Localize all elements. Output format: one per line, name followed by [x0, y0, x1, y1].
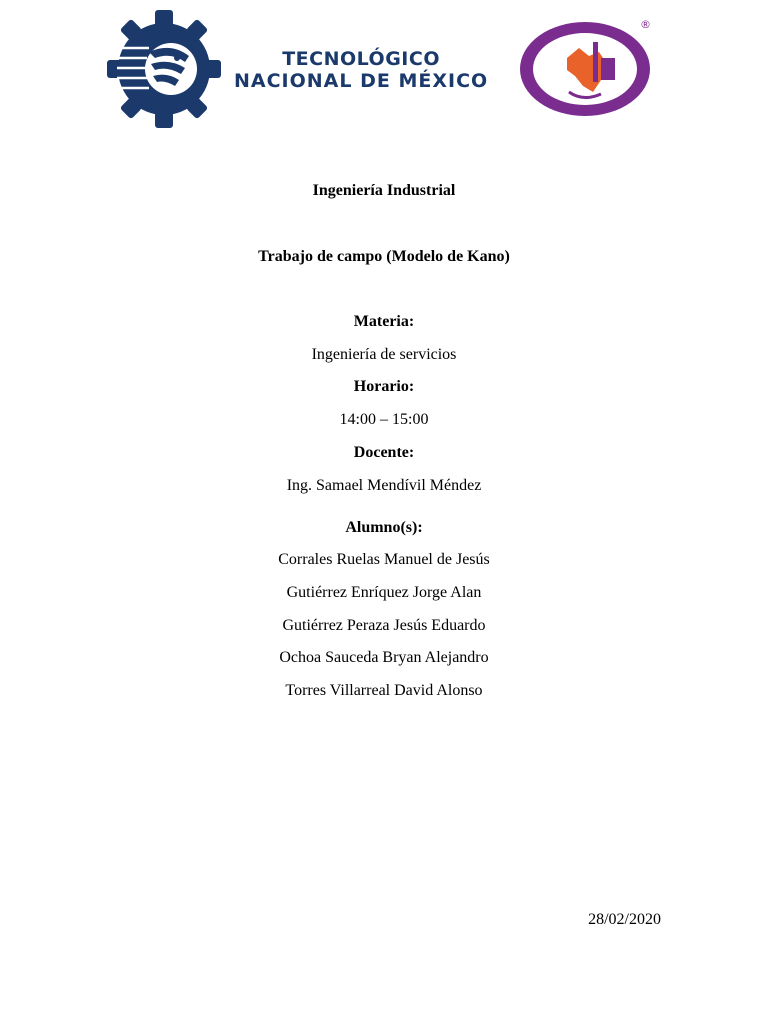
student-name: Torres Villarreal David Alonso	[285, 682, 483, 699]
schedule-value: 14:00 – 15:00	[339, 411, 429, 428]
instituto-tecnologico-culiacan-seal	[517, 18, 657, 120]
teacher-label: Docente:	[353, 444, 415, 461]
page-header	[0, 0, 768, 140]
students-label: Alumno(s):	[345, 519, 423, 536]
document-date: 28/02/2020	[588, 911, 661, 928]
tecnm-name	[234, 48, 488, 92]
student-name: Ochoa Sauceda Bryan Alejandro	[279, 649, 489, 666]
student-name: Corrales Ruelas Manuel de Jesús	[278, 551, 490, 568]
student-name: Gutiérrez Enríquez Jorge Alan	[286, 584, 482, 601]
teacher-value: Ing. Samael Mendívil Méndez	[286, 477, 482, 494]
career-title: Ingeniería Industrial	[312, 182, 456, 199]
work-title: Trabajo de campo (Modelo de Kano)	[258, 248, 510, 265]
registered-mark: ®	[640, 18, 651, 31]
subject-label: Materia:	[353, 313, 415, 330]
tecnm-name-line2: NACIONAL DE MÉXICO	[234, 70, 489, 92]
student-name: Gutiérrez Peraza Jesús Eduardo	[282, 617, 486, 634]
tecnm-name-line1: TECNOLÓGICO	[282, 48, 440, 70]
subject-value: Ingeniería de servicios	[311, 346, 457, 363]
schedule-label: Horario:	[353, 378, 415, 395]
eagle-gear-logo-icon	[105, 8, 223, 130]
